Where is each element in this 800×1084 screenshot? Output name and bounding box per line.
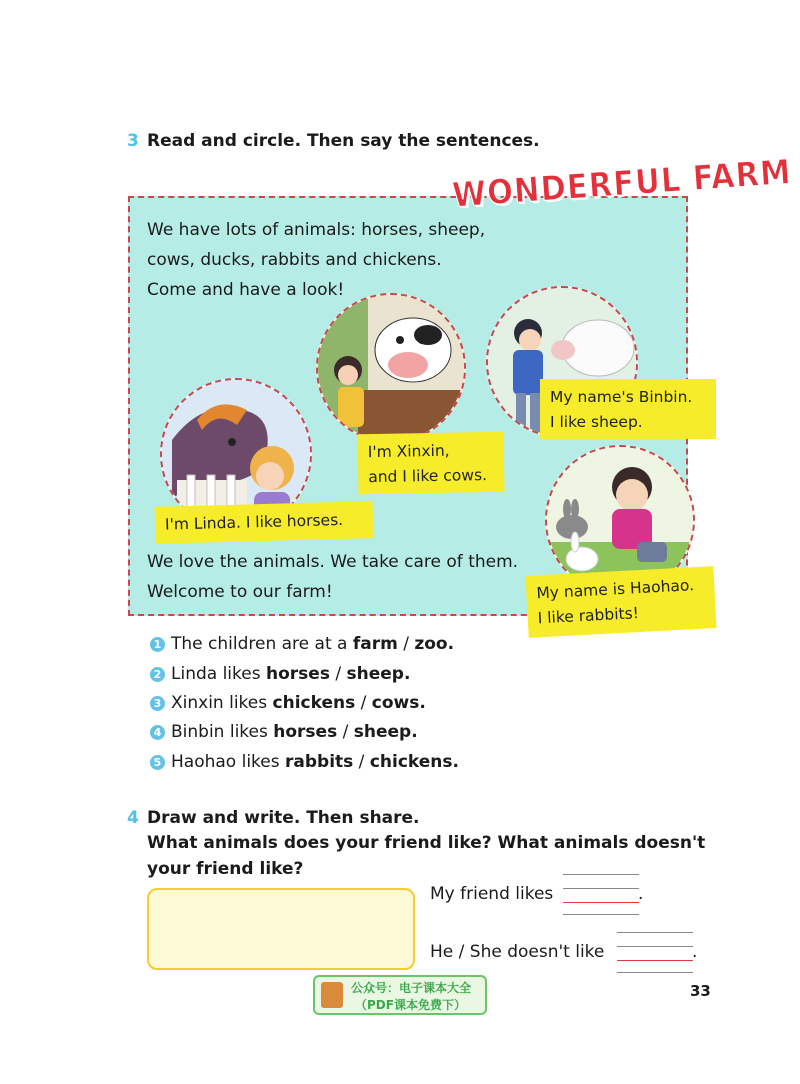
page-number: 33: [690, 982, 711, 1000]
intro-line-3: Come and have a look!: [147, 280, 345, 300]
section-3-number: 3: [127, 131, 139, 151]
answer-option-1[interactable]: chickens: [272, 693, 356, 713]
question-text: The children are at a: [171, 634, 353, 654]
question-number-badge: 3: [150, 696, 165, 711]
caption-linda: I'm Linda. I like horses.: [155, 501, 374, 544]
question-item: [150, 664, 410, 684]
write-line[interactable]: [617, 972, 693, 973]
sentence-end: .: [403, 664, 411, 684]
sentence-end: .: [411, 722, 418, 742]
write-line-baseline[interactable]: [563, 902, 639, 903]
section-4-instruction: Draw and write. Then share.: [147, 808, 420, 828]
outro-line-2: Welcome to our farm!: [147, 582, 333, 602]
stamp-line-1: 公众号：电子课本大全: [351, 981, 472, 995]
dislikes-sentence-start: He / She doesn't like: [430, 942, 605, 962]
write-line[interactable]: [563, 914, 639, 915]
dislikes-period: .: [692, 942, 698, 962]
sentence-end: .: [447, 634, 455, 654]
question-item: [150, 693, 426, 713]
answer-option-1[interactable]: horses: [273, 722, 338, 742]
caption-haohao: [526, 566, 717, 638]
question-number-badge: 1: [150, 637, 165, 652]
answer-option-2[interactable]: sheep: [353, 722, 412, 742]
caption-binbin: [540, 379, 716, 439]
intro-line-2: cows, ducks, rabbits and chickens.: [147, 250, 442, 270]
answer-option-1[interactable]: rabbits: [285, 752, 354, 772]
drawing-area[interactable]: [147, 888, 415, 970]
book-icon: [321, 982, 343, 1008]
write-line-baseline[interactable]: [617, 960, 693, 961]
answer-option-1[interactable]: horses: [266, 664, 330, 684]
question-text: Binbin likes: [171, 722, 274, 742]
answer-option-2[interactable]: sheep: [346, 664, 404, 684]
write-line[interactable]: [617, 932, 693, 933]
outro-line-1: We love the animals. We take care of them.: [147, 552, 519, 572]
question-number-badge: 4: [150, 725, 165, 740]
sentence-end: .: [419, 693, 426, 713]
option-separator: /: [397, 634, 415, 654]
caption-xinxin: [357, 432, 504, 495]
caption-haohao-line-1: My name is Haohao.: [535, 576, 695, 603]
option-separator: /: [355, 693, 372, 713]
watermark-stamp: [313, 975, 487, 1015]
write-line[interactable]: [563, 888, 639, 889]
option-separator: /: [337, 722, 354, 742]
write-line[interactable]: [617, 946, 693, 947]
answer-option-2[interactable]: cows: [371, 693, 420, 713]
caption-xinxin-line-2: and I like cows.: [368, 466, 488, 487]
stamp-line-2: （PDF课本免费下）: [355, 998, 466, 1012]
section-4-number: 4: [127, 808, 139, 828]
answer-option-2[interactable]: chickens: [369, 752, 453, 772]
answer-option-2[interactable]: zoo: [414, 634, 448, 654]
sentence-end: .: [452, 752, 459, 772]
question-text: Xinxin likes: [171, 693, 273, 713]
intro-line-1: We have lots of animals: horses, sheep,: [147, 220, 486, 240]
likes-sentence-start: My friend likes: [430, 884, 554, 904]
likes-period: .: [638, 884, 644, 904]
xinxin-cow-illustration: [316, 293, 466, 443]
option-separator: /: [353, 752, 370, 772]
question-number-badge: 2: [150, 667, 165, 682]
answer-option-1[interactable]: farm: [352, 634, 398, 654]
question-item: [150, 722, 418, 742]
section-3-instruction: Read and circle. Then say the sentences.: [147, 131, 540, 151]
question-item: [150, 752, 459, 772]
question-number-badge: 5: [150, 755, 165, 770]
question-text: Haohao likes: [171, 752, 286, 772]
caption-binbin-line-2: I like sheep.: [550, 413, 643, 431]
outro-text: [147, 547, 518, 607]
question-item: [150, 634, 454, 654]
farm-title: WONDERFUL FARM: [451, 152, 793, 216]
write-line[interactable]: [563, 874, 639, 875]
section-4-question-line-1: What animals does your friend like? What animals doesn't: [147, 833, 706, 853]
intro-text: [147, 215, 485, 305]
option-separator: /: [329, 664, 347, 684]
caption-haohao-line-2: I like rabbits!: [537, 604, 640, 628]
caption-xinxin-line-1: I'm Xinxin,: [367, 441, 450, 462]
section-4-question-line-2: your friend like?: [147, 859, 304, 879]
question-text: Linda likes: [171, 664, 266, 684]
caption-binbin-line-1: My name's Binbin.: [550, 388, 693, 406]
